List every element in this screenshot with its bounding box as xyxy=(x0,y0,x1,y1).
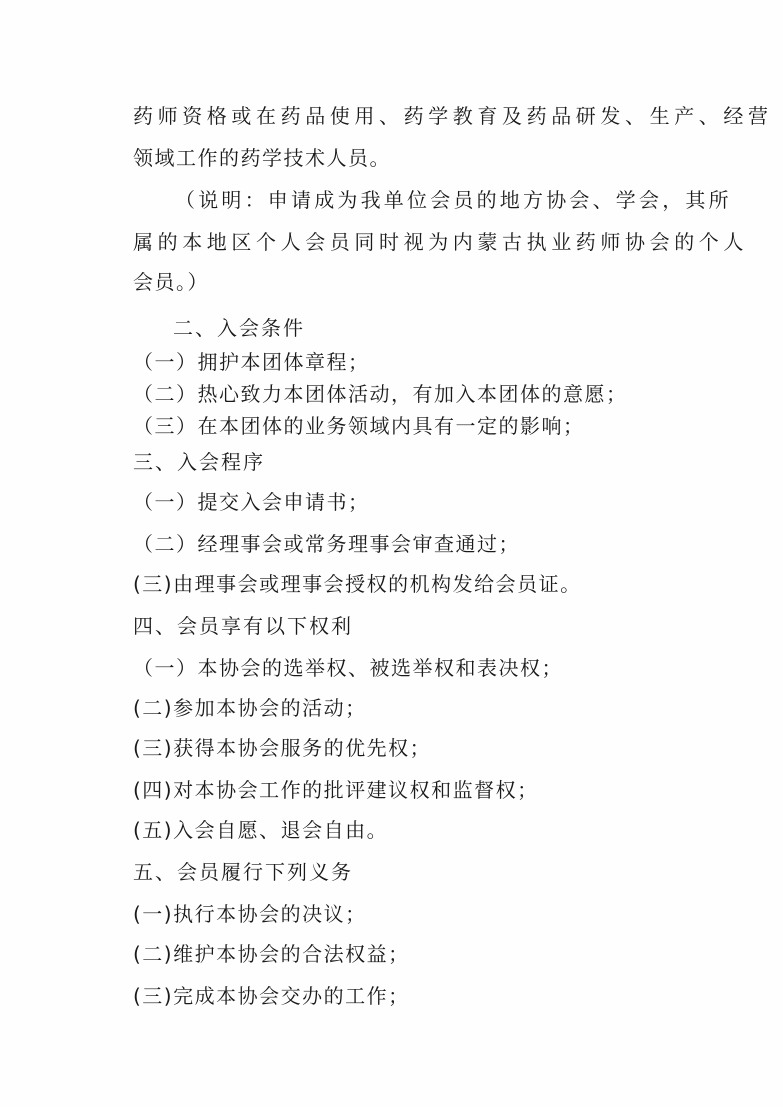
intro-line-2: 领域工作的药学技术人员。 xyxy=(133,146,391,170)
section5-item-3: (三)完成本协会交办的工作； xyxy=(133,984,410,1008)
section4-item-5: (五)入会自愿、退会自由。 xyxy=(133,818,389,842)
section3-item-3: (三)由理事会或理事会授权的机构发给会员证。 xyxy=(133,572,582,596)
section4-item-3: (三)获得本协会服务的优先权； xyxy=(133,736,432,760)
section3-item-2: （二）经理事会或常务理事会审查通过； xyxy=(133,532,520,556)
section4-item-1: （一）本协会的选举权、被选举权和表决权； xyxy=(133,656,563,680)
intro-line-1: 药师资格或在药品使用、药学教育及药品研发、生产、经营 xyxy=(133,104,773,128)
section2-item-3: （三）在本团体的业务领域内具有一定的影响； xyxy=(133,414,585,438)
section2-heading: 二、入会条件 xyxy=(173,316,305,340)
section4-item-2: (二)参加本协会的活动； xyxy=(133,696,367,720)
section4-heading: 四、会员享有以下权利 xyxy=(133,614,353,638)
note-line-1: （说明：申请成为我单位会员的地方协会、学会，其所 xyxy=(175,188,732,212)
section2-item-2: （二）热心致力本团体活动，有加入本团体的意愿； xyxy=(133,382,628,406)
section3-heading: 三、入会程序 xyxy=(133,450,265,474)
section5-item-1: (一)执行本协会的决议； xyxy=(133,902,367,926)
note-line-3: 会员。） xyxy=(133,270,209,294)
section3-item-1: （一）提交入会申请书； xyxy=(133,490,370,514)
section2-item-1: （一）拥护本团体章程； xyxy=(133,350,370,374)
section5-heading: 五、会员履行下列义务 xyxy=(133,860,353,884)
note-line-2: 属的本地区个人会员同时视为内蒙古执业药师协会的个人 xyxy=(133,230,748,254)
section5-item-2: (二)维护本协会的合法权益； xyxy=(133,942,410,966)
section4-item-4: (四)对本协会工作的批评建议权和监督权； xyxy=(133,778,539,802)
